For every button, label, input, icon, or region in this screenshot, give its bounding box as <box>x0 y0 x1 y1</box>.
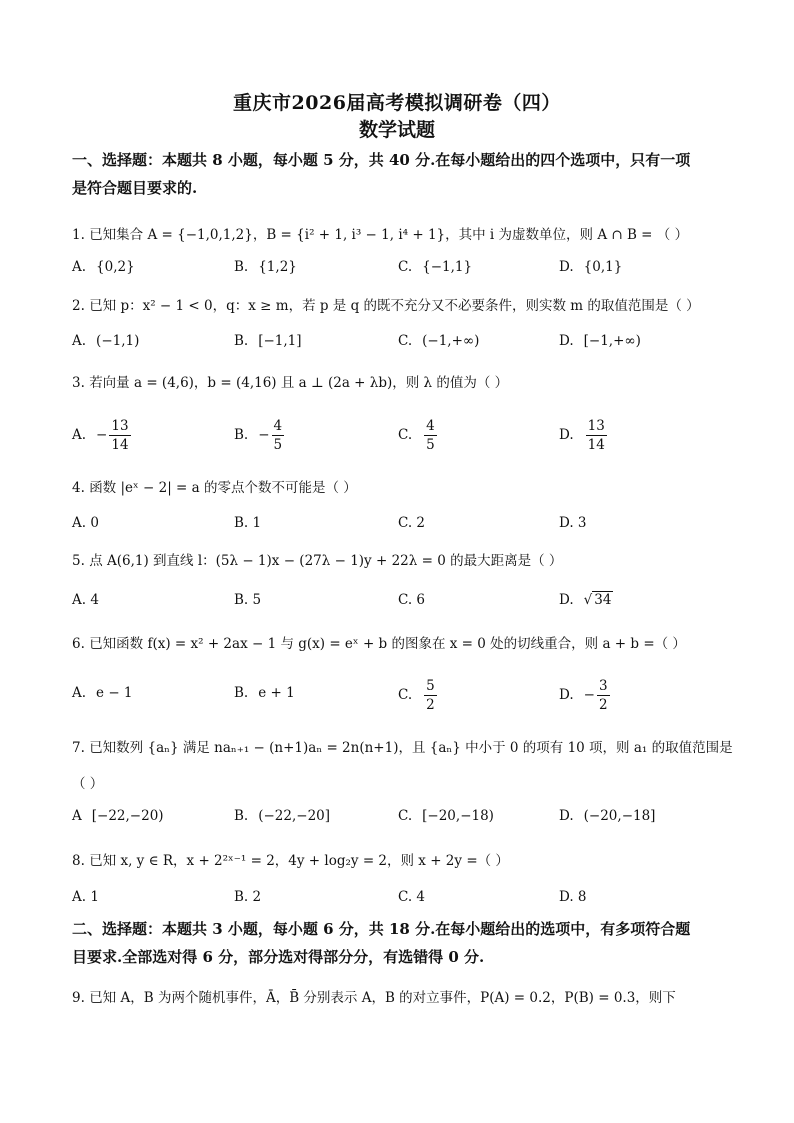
question-text: 函数 |eˣ − 2| = a 的零点个数不可能是（ ） <box>89 480 357 496</box>
question-text: 已知 A，B 为两个随机事件，Ā，B̄ 分别表示 A，B 的对立事件，P(A) = 0.2，P(B) = 0.3，则下 <box>89 990 676 1006</box>
option-a: A. (−1,1) <box>72 333 140 349</box>
option-c: C. {−1,1} <box>398 259 473 275</box>
option-d: D. √ 34 <box>559 592 612 608</box>
question-8-options <box>72 889 722 915</box>
question-5-options <box>72 592 722 618</box>
question-8 <box>72 851 732 871</box>
option-b: B. {1,2} <box>234 259 297 275</box>
option-c: C. $\frac{4}{5}$ <box>398 418 435 453</box>
question-text: 已知 x, y ∈ R，x + 2²ˣ⁻¹ = 2，4y + log₂y = 2，则 x + 2y =（ ） <box>89 853 509 869</box>
exam-title: 重庆市2026届高考模拟调研卷（四） <box>233 92 561 114</box>
question-text: 已知 p：x² − 1 < 0，q：x ≥ m，若 p 是 q 的既不充分又不必要条件，则实数 m 的取值范围是（ ） <box>89 298 700 314</box>
option-a: A. − $\frac{13}{14}$ <box>72 418 129 453</box>
question-number: 5. <box>72 553 85 569</box>
question-number: 1. <box>72 227 85 243</box>
section-one-heading <box>72 146 722 202</box>
section-two-heading <box>72 915 722 971</box>
sqrt-value: 34 <box>594 592 612 608</box>
option-c: C. 4 <box>398 889 426 905</box>
option-c: C. 6 <box>398 592 426 608</box>
question-5 <box>72 551 732 571</box>
question-1 <box>72 225 732 245</box>
question-text: 已知数列 {aₙ} 满足 naₙ₊₁ − (n+1)aₙ = 2n(n+1)，且 {aₙ} 中小于 0 的项有 10 项，则 a₁ 的取值范围是 <box>89 740 733 756</box>
exam-subtitle: 数学试题 <box>358 119 435 141</box>
question-3-options <box>72 417 722 457</box>
option-b: B. − $\frac{4}{5}$ <box>234 418 283 453</box>
question-number: 3. <box>72 375 85 391</box>
option-a: A. e − 1 <box>72 685 133 701</box>
question-number: 4. <box>72 480 85 496</box>
option-d: D. 8 <box>559 889 587 905</box>
option-c: C. [−20,−18) <box>398 808 494 824</box>
option-a: A. 1 <box>72 889 99 905</box>
option-a: A [−22,−20) <box>72 808 164 824</box>
option-d: D. (−20,−18] <box>559 808 656 824</box>
section-one-line1: 一、选择题：本题共 8 小题，每小题 5 分，共 40 分.在每小题给出的四个选项中，只有一项 <box>72 151 691 169</box>
section-two-line1: 二、选择题：本题共 3 小题，每小题 6 分，共 18 分.在每小题给出的选项中，有多项符合题 <box>72 920 691 938</box>
section-two-line2: 目要求.全部选对得 6 分，部分选对得部分分，有选错得 0 分. <box>72 948 485 966</box>
question-6 <box>72 634 732 654</box>
option-c: C. 2 <box>398 515 426 531</box>
section-one-line2: 是符合题目要求的. <box>72 179 198 197</box>
option-d: D. 3 <box>559 515 587 531</box>
option-d: D. [−1,+∞) <box>559 333 641 349</box>
option-b: B. e + 1 <box>234 685 295 701</box>
question-number: 8. <box>72 853 85 869</box>
question-9 <box>72 988 732 1008</box>
question-3 <box>72 373 732 393</box>
option-a: A. 0 <box>72 515 99 531</box>
option-d: D. − $\frac{3}{2}$ <box>559 678 608 713</box>
question-2 <box>72 296 732 316</box>
option-a: A. {0,2} <box>72 259 135 275</box>
question-7-blank: （ ） <box>72 776 104 792</box>
question-text: 已知集合 A = {−1,0,1,2}，B = {i² + 1, i³ − 1, i⁴ + 1}，其中 i 为虚数单位，则 A ∩ B = （ ） <box>89 227 689 243</box>
question-4-options <box>72 515 722 541</box>
option-c: C. (−1,+∞) <box>398 333 480 349</box>
question-number: 9. <box>72 990 85 1006</box>
option-b: B. 5 <box>234 592 262 608</box>
question-7-options <box>72 808 722 834</box>
question-number: 7. <box>72 740 85 756</box>
option-b: B. 2 <box>234 889 262 905</box>
option-b: B. 1 <box>234 515 262 531</box>
option-d: D. {0,1} <box>559 259 623 275</box>
question-number: 6. <box>72 636 85 652</box>
option-b: B. (−22,−20] <box>234 808 331 824</box>
question-2-options <box>72 333 722 359</box>
question-text: 点 A(6,1) 到直线 l：(5λ − 1)x − (27λ − 1)y + 22λ = 0 的最大距离是（ ） <box>89 553 563 569</box>
question-7 <box>72 738 732 758</box>
option-a: A. 4 <box>72 592 99 608</box>
question-1-options <box>72 259 722 285</box>
question-number: 2. <box>72 298 85 314</box>
question-text: 若向量 a = (4,6)，b = (4,16) 且 a ⊥ (2a + λb)，则 λ 的值为（ ） <box>89 375 509 391</box>
option-d: D. $\frac{13}{14}$ <box>559 418 605 453</box>
question-4 <box>72 478 732 498</box>
question-6-options <box>72 677 722 717</box>
question-text: 已知函数 f(x) = x² + 2ax − 1 与 g(x) = eˣ + b 的图象在 x = 0 处的切线重合，则 a + b =（ ） <box>89 636 686 652</box>
option-b: B. [−1,1] <box>234 333 302 349</box>
option-c: C. $\frac{5}{2}$ <box>398 678 435 713</box>
